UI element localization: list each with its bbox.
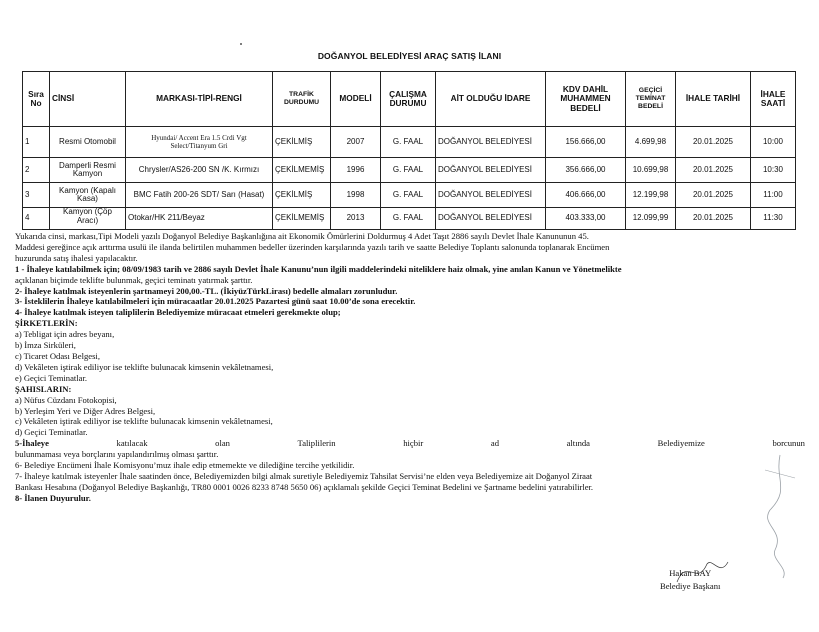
list-item: b) İmza Sirküleri, — [15, 340, 76, 351]
condition-7-cont: Bankası Hesabına (Doğanyol Belediye Başkanlığı, TR80 0001 0026 8233 8748 5650 06) açıklamalı şekilde Geçici Teminat Bedelini ve Şartname bedelini yatırabilirler. — [15, 481, 594, 492]
condition-5 — [15, 438, 805, 449]
cell-sira: 2 — [23, 158, 50, 183]
condition-5-word: Taliplilerin — [297, 438, 336, 449]
table-row — [23, 183, 796, 208]
cell-sira: 3 — [23, 183, 50, 208]
scan-speck — [240, 43, 242, 45]
condition-5-word: Belediyemize — [657, 438, 705, 449]
condition-5-word: olan — [215, 438, 230, 449]
cell-cinsi: Kamyon (Çöp Aracı) — [50, 208, 126, 230]
header-tarih: İHALE TARİHİ — [676, 72, 751, 127]
condition-2 — [15, 286, 805, 297]
cell-tarih: 20.01.2025 — [676, 208, 751, 230]
condition-1-text: 1 - İhaleye katılabilmek için; 08/09/1983 tarih ve 2886 sayılı Devlet İhale Kanunu’nun ilgili maddelerindeki niteliklere haiz olmak, yine anılan Kanun ve Yönetmelikte — [15, 263, 622, 274]
signature-scribble-icon — [745, 450, 815, 580]
cell-tarih: 20.01.2025 — [676, 158, 751, 183]
cell-saat: 10:30 — [751, 158, 796, 183]
intro-line: Yukarıda cinsi, markası,Tipi Modeli yazılı Doğanyol Belediye Başkanlığına ait Ekonomik Ömürlerini Doldurmuş 4 Adet Taşıt 2886 sayılı Devlet İhale Kanununun 45. — [15, 231, 589, 241]
table-header-row — [23, 72, 796, 127]
cell-cinsi: Kamyon (Kapalı Kasa) — [50, 183, 126, 208]
cell-calisma: G. FAAL — [381, 127, 436, 158]
sahislar-heading-text: ŞAHISLARIN: — [15, 383, 72, 394]
condition-5-word: katılacak — [116, 438, 148, 449]
cell-saat: 11:00 — [751, 183, 796, 208]
list-item: c) Ticaret Odası Belgesi, — [15, 350, 100, 361]
condition-5-word: hiçbir — [403, 438, 424, 449]
sirketler-heading — [15, 318, 805, 329]
condition-5-word: altında — [566, 438, 590, 449]
cell-bedel: 356.666,00 — [546, 158, 626, 183]
cell-cinsi: Resmi Otomobil — [50, 127, 126, 158]
cell-bedel: 156.666,00 — [546, 127, 626, 158]
list-item: e) Geçici Teminatlar. — [15, 372, 88, 383]
condition-4 — [15, 307, 805, 318]
header-cinsi: CİNSİ — [50, 72, 126, 127]
document-title: DOĞANYOL BELEDİYESİ ARAÇ SATIŞ İLANI — [317, 51, 502, 61]
cell-marka: BMC Fatih 200-26 SDT/ Sarı (Hasat) — [126, 183, 273, 208]
condition-7: 7- İhaleye katılmak isteyenler İhale saatinden önce, Belediyemizden bilgi almak suretiyle Belediyemiz Tahsilat Servisi’ne elden veya Belediyemize ait Doğanyol Ziraat — [15, 470, 593, 481]
cell-teminat: 12.199,98 — [626, 183, 676, 208]
condition-1 — [15, 264, 805, 275]
cell-tarih: 20.01.2025 — [676, 127, 751, 158]
cell-idare: DOĞANYOL BELEDİYESİ — [436, 158, 546, 183]
cell-marka: Chrysler/AS26-200 SN /K. Kırmızı — [126, 158, 273, 183]
table-row — [23, 127, 796, 158]
intro-line: Maddesi gereğince açık arttırma usulü ile ilanda belirtilen muhammen bedeller üzerinden karşılarında yazılı tarih ve saatte Belediye Toplantı salonunda toplanarak Encümen — [15, 241, 610, 252]
signer-name: Hakan BAY — [669, 568, 712, 578]
list-item: d) Vekâleten iştirak ediliyor ise teklifte bulunacak kimsenin vekâletnamesi, — [15, 361, 274, 372]
header-trafik: TRAFİK DURDUMU — [273, 72, 331, 127]
cell-saat: 10:00 — [751, 127, 796, 158]
cell-trafik: ÇEKİLMİŞ — [273, 127, 331, 158]
cell-sira: 4 — [23, 208, 50, 230]
cell-saat: 11:30 — [751, 208, 796, 230]
cell-calisma: G. FAAL — [381, 208, 436, 230]
cell-trafik: ÇEKİLMİŞ — [273, 183, 331, 208]
cell-trafik: ÇEKİLMEMİŞ — [273, 158, 331, 183]
condition-8-text: 8- İlanen Duyurulur. — [15, 492, 91, 503]
cell-marka: Otokar/HK 211/Beyaz — [126, 208, 273, 230]
cell-idare: DOĞANYOL BELEDİYESİ — [436, 183, 546, 208]
signature-block — [660, 567, 720, 592]
announcement-body — [15, 231, 805, 504]
condition-5-word: borcunun — [772, 438, 805, 449]
header-sira-no: Sıra No — [23, 72, 50, 127]
cell-teminat: 12.099,99 — [626, 208, 676, 230]
cell-calisma: G. FAAL — [381, 158, 436, 183]
cell-idare: DOĞANYOL BELEDİYESİ — [436, 208, 546, 230]
cell-teminat: 4.699,98 — [626, 127, 676, 158]
cell-model: 2007 — [331, 127, 381, 158]
list-item: b) Yerleşim Yeri ve Diğer Adres Belgesi, — [15, 405, 156, 416]
condition-5-word: 5-İhaleye — [15, 438, 49, 449]
cell-bedel: 403.333,00 — [546, 208, 626, 230]
condition-3-text: 3- İsteklilerin İhaleye katılabilmeleri için müracaatlar 20.01.2025 Pazartesi günü saat 10.00’de sona erecektir. — [15, 296, 416, 307]
condition-5-cont: bulunmaması veya borçlarını yapılandırılmış olması şarttır. — [15, 449, 219, 460]
condition-1-cont: açıklanan biçimde teklifte bulunmak, geçici teminatı yatırmak şarttır. — [15, 274, 253, 285]
cell-bedel: 406.666,00 — [546, 183, 626, 208]
cell-marka: Hyundai/ Accent Era 1.5 Crdi Vgt Select/Titanyum Gri — [126, 127, 273, 158]
cell-sira: 1 — [23, 127, 50, 158]
cell-model: 1998 — [331, 183, 381, 208]
cell-teminat: 10.699,98 — [626, 158, 676, 183]
sirketler-heading-text: ŞİRKETLERİN: — [15, 318, 78, 329]
list-item: c) Vekâleten iştirak ediliyor ise teklifte bulunacak kimsenin vekâletnamesi, — [15, 416, 273, 427]
table-row — [23, 158, 796, 183]
list-item: d) Geçici Teminatlar. — [15, 427, 88, 438]
sahislar-heading — [15, 384, 805, 395]
cell-model: 2013 — [331, 208, 381, 230]
cell-idare: DOĞANYOL BELEDİYESİ — [436, 127, 546, 158]
header-calisma: ÇALIŞMA DURUMU — [381, 72, 436, 127]
header-marka: MARKASI-TİPİ-RENGİ — [126, 72, 273, 127]
condition-8 — [15, 493, 805, 504]
header-saat: İHALE SAATİ — [751, 72, 796, 127]
condition-4-text: 4- İhaleye katılmak isteyen taliplilerin Belediyemize müracaat etmeleri gerekmekte olup; — [15, 307, 341, 318]
header-model: MODELİ — [331, 72, 381, 127]
signer-title: Belediye Başkanı — [660, 580, 721, 591]
cell-tarih: 20.01.2025 — [676, 183, 751, 208]
list-item: a) Nüfus Cüzdanı Fotokopisi, — [15, 394, 117, 405]
condition-6: 6- Belediye Encümeni İhale Komisyonu’muz ihale edip etmemekte ve dilediğine tercihe yetkilidir. — [15, 460, 355, 471]
intro-line: huzurunda satış ihalesi yapılacaktır. — [15, 252, 138, 263]
header-bedel: KDV DAHİL MUHAMMEN BEDELİ — [546, 72, 626, 127]
vehicle-table — [22, 71, 796, 230]
cell-cinsi: Damperli Resmi Kamyon — [50, 158, 126, 183]
condition-3 — [15, 296, 805, 307]
table-row — [23, 208, 796, 230]
cell-trafik: ÇEKİLMEMİŞ — [273, 208, 331, 230]
list-item: a) Tebligat için adres beyanı, — [15, 329, 115, 340]
cell-calisma: G. FAAL — [381, 183, 436, 208]
header-teminat: GEÇİCİ TEMİNAT BEDELİ — [626, 72, 676, 127]
condition-2-text: 2- İhaleye katılmak isteyenlerin şartnameyi 200,00.-TL. (İkiyüzTürkLirası) bedelle almaları zorunludur. — [15, 285, 398, 296]
header-idare: AİT OLDUĞU İDARE — [436, 72, 546, 127]
condition-5-word: ad — [490, 438, 499, 449]
cell-model: 1996 — [331, 158, 381, 183]
